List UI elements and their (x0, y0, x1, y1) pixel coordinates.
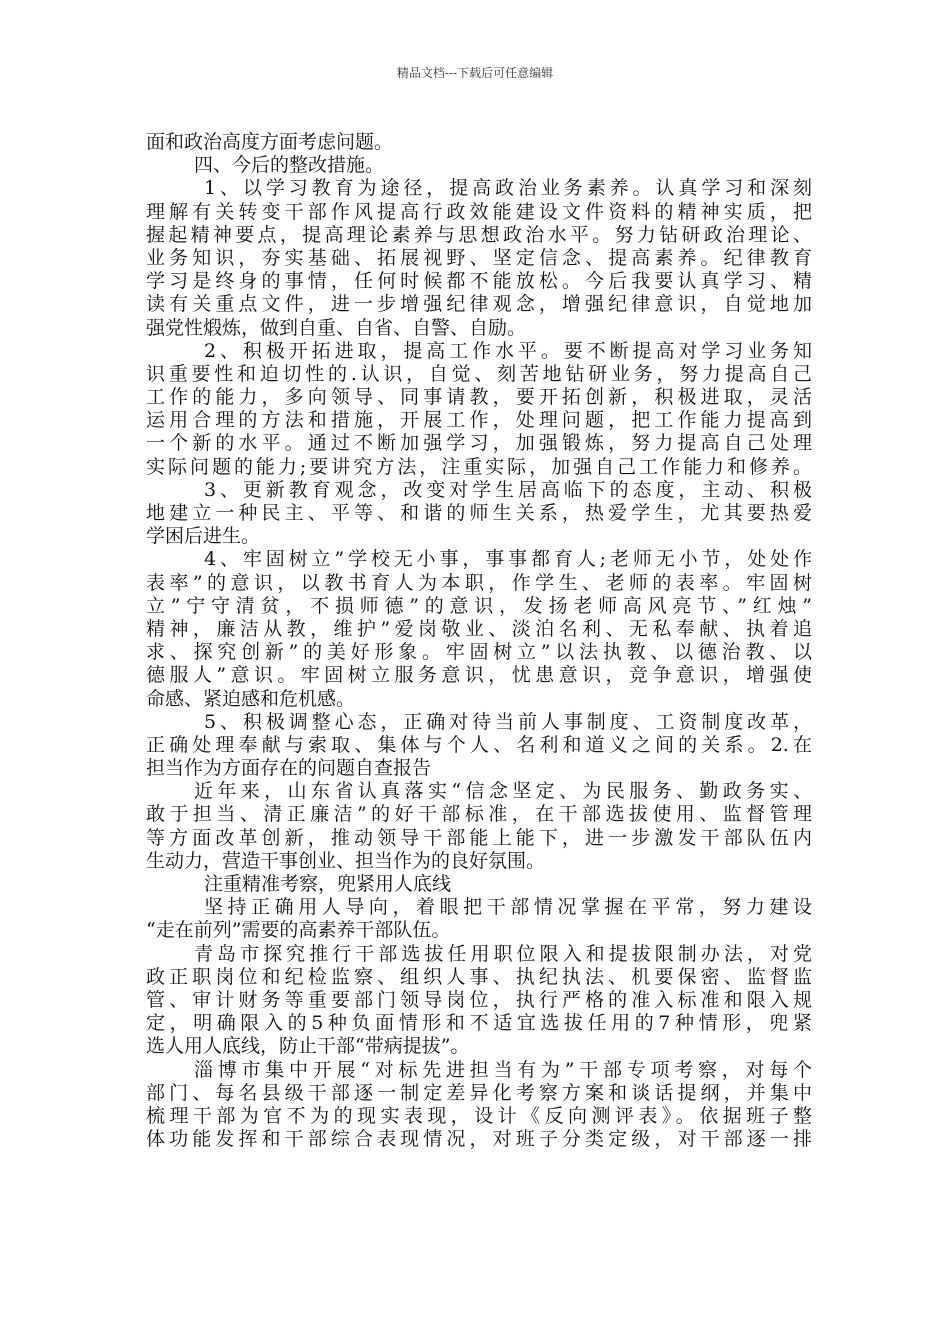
text-line: 运用合理的方法和措施，开展工作，处理问题，把工作能力提高到 (146, 409, 812, 432)
text-line: 地建立一种民主、平等、和谐的师生关系，热爱学生，尤其要热爱 (146, 502, 812, 524)
text-line: 等方面改革创新，推动领导干部能上能下，进一步激发干部队伍内 (146, 826, 812, 849)
text-line: 表率”的意识，以教书育人为本职，作学生、老师的表率。牢固树 (146, 571, 812, 594)
text-line: 学习是终身的事情，任何时候都不能放松。今后我要认真学习、精 (146, 270, 812, 293)
text-line: 3、更新教育观念，改变对学生居高临下的态度，主动、积极 (204, 478, 812, 501)
document-body (146, 131, 812, 1151)
text-line: 实际问题的能力;要讲究方法，注重实际，加强自己工作能力和修养。 (146, 455, 812, 478)
text-line: 淄博市集中开展“对标先进担当有为”干部专项考察，对每个 (194, 1058, 812, 1081)
text-line: 一个新的水平。通过不断加强学习，加强锻炼，努力提高自己处理 (146, 432, 812, 455)
text-line: 命感、紧迫感和危机感。 (146, 687, 356, 710)
text-line: 青岛市探究推行干部选拔任用职位限入和提拔限制办法，对党 (194, 942, 812, 965)
text-line: 面和政治高度方面考虑问题。 (146, 131, 394, 153)
text-line: 工作的能力，多向领导、同事请教，要开拓创新，积极进取，灵活 (146, 386, 812, 409)
text-line: 德服人”意识。牢固树立服务意识，忧患意识，竞争意识，增强使 (146, 664, 812, 687)
text-line: 握起精神要点，提高理论素养与思想政治水平。努力钻研政治理论、 (146, 223, 812, 246)
text-line: 注重精准考察，兜紧用人底线 (204, 873, 452, 895)
text-line: 学困后进生。 (146, 525, 261, 548)
text-line: 求、探究创新”的美好形象。牢固树立”以法执教、以德治教、以 (146, 641, 812, 664)
text-line: 四、今后的整改措施。 (194, 154, 385, 177)
text-line: 坚持正确用人导向，着眼把干部情况掌握在平常，努力建设 (204, 896, 812, 919)
text-line: 体功能发挥和干部综合表现情况，对班子分类定级，对干部逐一排 (146, 1128, 812, 1151)
text-line: 担当作为方面存在的问题自查报告 (146, 757, 432, 780)
text-line: 正确处理奉献与索取、集体与个人、名利和道义之间的关系。2.在 (146, 733, 812, 756)
text-line: 5、积极调整心态，正确对待当前人事制度、工资制度改革， (204, 710, 812, 733)
text-line: 识重要性和迫切性的.认识，自觉、刻苦地钻研业务，努力提高自己 (146, 362, 812, 385)
page-header: 精品文档---下载后可任意编辑 (396, 66, 554, 80)
text-line: 近年来，山东省认真落实“信念坚定、为民服务、勤政务实、 (194, 780, 812, 803)
text-line: 精神，廉洁从教，维护”爱岗敬业、淡泊名利、无私奉献、执着追 (146, 617, 812, 640)
text-line: 生动力，营造干事创业、担当作为的良好氛围。 (146, 849, 546, 872)
text-line: 业务知识，夯实基础、拓展视野、坚定信念、提高素养。纪律教育 (146, 246, 812, 269)
text-line: 2、积极开拓进取，提高工作水平。要不断提高对学习业务知 (204, 339, 812, 362)
text-line: 理解有关转变干部作风提高行政效能建设文件资料的精神实质，把 (146, 200, 812, 223)
text-line: 政正职岗位和纪检监察、组织人事、执纪执法、机要保密、监督监 (146, 965, 812, 988)
text-line: 1、以学习教育为途径，提高政治业务素养。认真学习和深刻 (204, 177, 812, 200)
text-line: 部门、每名县级干部逐一制定差异化考察方案和谈话提纲，并集中 (146, 1081, 812, 1104)
text-line: 强党性煅炼，做到自重、自省、自警、自励。 (146, 316, 527, 339)
text-line: 4、牢固树立”学校无小事，事事都育人;老师无小节，处处作 (204, 548, 812, 571)
text-line: 梳理干部为官不为的现实表现，设计《反向测评表》。依据班子整 (146, 1104, 812, 1127)
text-line: 敢于担当、清正廉洁”的好干部标准，在干部选拔使用、监督管理 (146, 803, 812, 826)
text-line: 选人用人底线，防止干部“带病提拔”。 (146, 1035, 470, 1058)
text-line: 定，明确限入的5种负面情形和不适宜选拔任用的7种情形，兜紧 (146, 1012, 812, 1035)
text-line: “走在前列”需要的高素养干部队伍。 (146, 919, 451, 942)
text-line: 立”宁守清贫，不损师德”的意识，发扬老师高风亮节、”红烛” (146, 594, 812, 617)
text-line: 读有关重点文件，进一步增强纪律观念，增强纪律意识，自觉地加 (146, 293, 812, 316)
text-line: 管、审计财务等重要部门领导岗位，执行严格的准入标准和限入规 (146, 988, 812, 1011)
